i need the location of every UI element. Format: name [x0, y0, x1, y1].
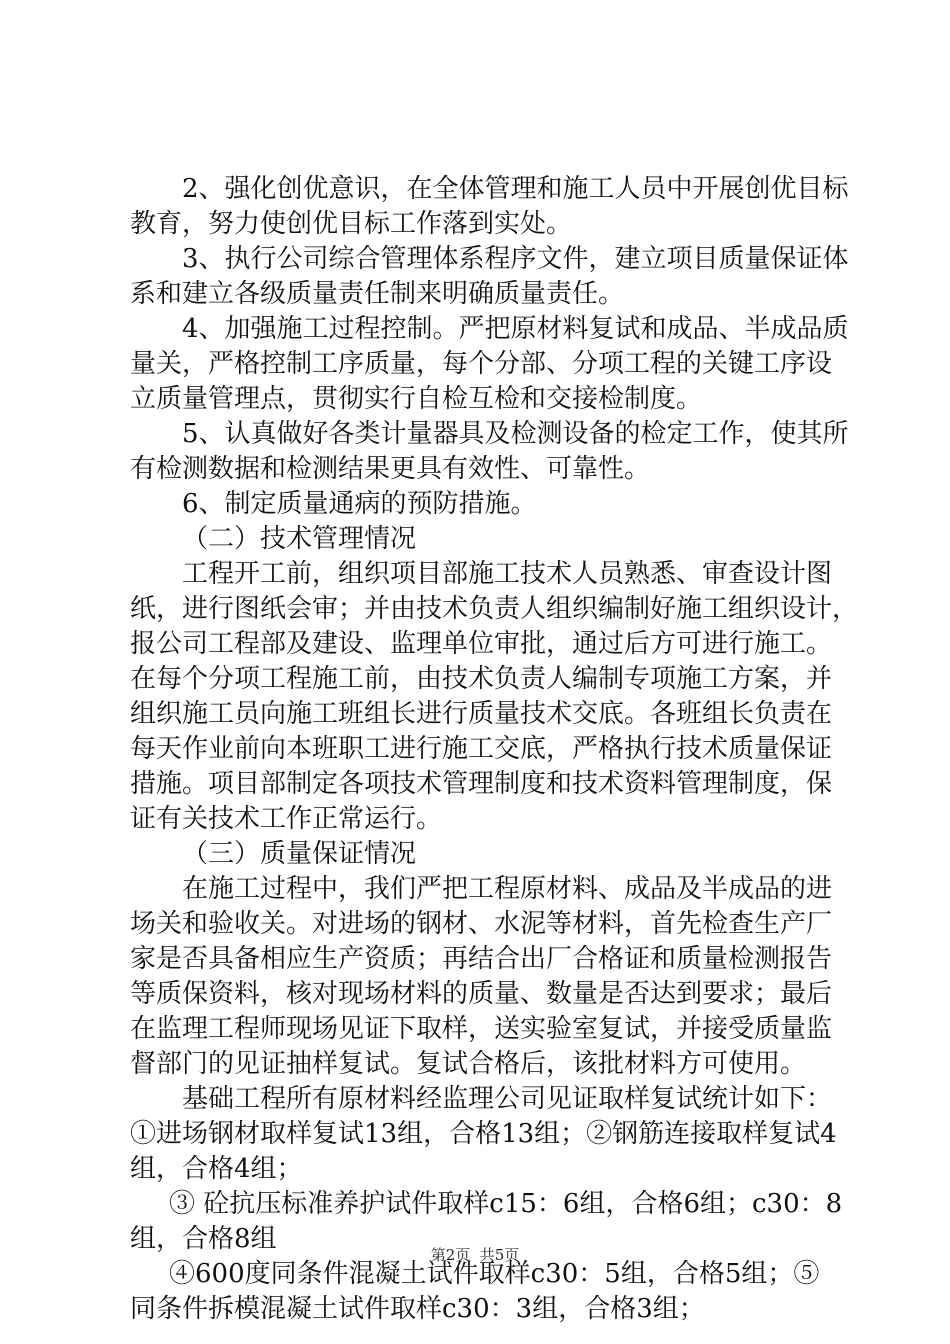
- section-heading: （二）技术管理情况: [182, 524, 417, 554]
- text-line: 同条件拆模混凝土试件取样c30：3组，合格3组；: [130, 1294, 705, 1324]
- text-line: 组，合格8组: [130, 1224, 277, 1254]
- text-line: 基础工程所有原材料经监理公司见证取样复试统计如下：: [182, 1084, 833, 1114]
- page-number: 第2页 共5页: [430, 1246, 520, 1264]
- text-line: 场关和验收关。对进场的钢材、水泥等材料，首先检查生产厂: [130, 909, 833, 939]
- text-line: 纸，进行图纸会审；并由技术负责人组织编制好施工组织设计，: [130, 594, 859, 624]
- text-line: ④600度同条件混凝土试件取样c30：5组，合格5组；⑤: [169, 1259, 820, 1289]
- text-line: 等质保资料，核对现场材料的质量、数量是否达到要求；最后: [130, 979, 833, 1009]
- text-line: 措施。项目部制定各项技术管理制度和技术资料管理制度，保: [130, 769, 833, 799]
- document-body: [130, 172, 859, 1327]
- text-line: 5、认真做好各类计量器具及检测设备的检定工作，使其所: [182, 419, 849, 449]
- text-line: 6、制定质量通病的预防措施。: [182, 489, 537, 519]
- text-line: 量关，严格控制工序质量，每个分部、分项工程的关键工序设: [130, 349, 833, 379]
- text-line: 2、强化创优意识，在全体管理和施工人员中开展创优目标: [182, 174, 849, 204]
- text-line: 有检测数据和检测结果更具有效性、可靠性。: [130, 454, 651, 484]
- text-line: 工程开工前，组织项目部施工技术人员熟悉、审查设计图: [182, 559, 833, 589]
- text-line: 证有关技术工作正常运行。: [130, 804, 443, 834]
- text-line: 组，合格4组；: [130, 1154, 303, 1184]
- text-line: 3、执行公司综合管理体系程序文件，建立项目质量保证体: [182, 244, 849, 274]
- text-line: 组织施工员向施工班组长进行质量技术交底。各班组长负责在: [130, 699, 833, 729]
- text-line: 家是否具备相应生产资质；再结合出厂合格证和质量检测报告: [130, 944, 833, 974]
- text-line: 报公司工程部及建设、监理单位审批，通过后方可进行施工。: [130, 629, 833, 659]
- text-line: 教育，努力使创优目标工作落到实处。: [130, 209, 573, 239]
- section-heading: （三）质量保证情况: [182, 839, 417, 869]
- text-line: 在施工过程中，我们严把工程原材料、成品及半成品的进: [182, 874, 833, 904]
- text-line: 系和建立各级质量责任制来明确质量责任。: [130, 279, 625, 309]
- text-line: 在监理工程师现场见证下取样，送实验室复试，并接受质量监: [130, 1014, 833, 1044]
- text-line: 立质量管理点，贯彻实行自检互检和交接检制度。: [130, 384, 703, 414]
- text-line: ③ 砼抗压标准养护试件取样c15：6组，合格6组；c30：8: [169, 1189, 843, 1219]
- text-line: 督部门的见证抽样复试。复试合格后，该批材料方可使用。: [130, 1049, 807, 1079]
- text-line: 每天作业前向本班职工进行施工交底，严格执行技术质量保证: [130, 734, 833, 764]
- text-line: 在每个分项工程施工前，由技术负责人编制专项施工方案，并: [130, 664, 833, 694]
- text-line: 4、加强施工过程控制。严把原材料复试和成品、半成品质: [182, 314, 849, 344]
- text-line: ①进场钢材取样复试13组，合格13组；②钢筋连接取样复试4: [130, 1119, 837, 1149]
